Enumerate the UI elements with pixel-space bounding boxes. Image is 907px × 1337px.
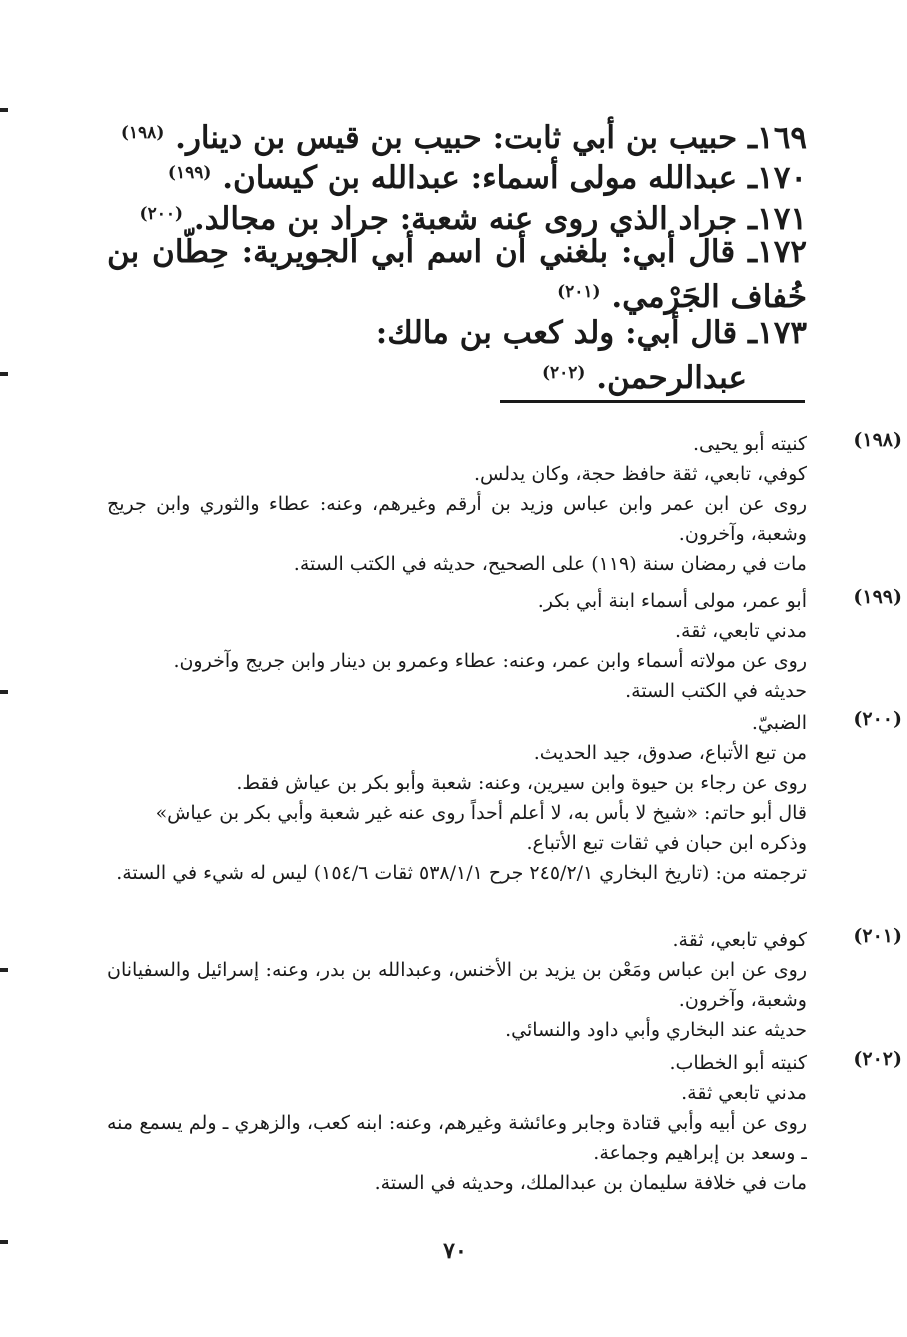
footnote-line: كنيته أبو يحيى. <box>692 433 807 455</box>
footnote-line: الضبيّ. <box>751 712 807 734</box>
entry-text: ١٧٣ـ قال أبي: ولد كعب بن مالك: <box>375 315 807 351</box>
footnote-line: وذكره ابن حبان في ثقات تبع الأتباع. <box>526 832 807 854</box>
scan-mark <box>0 108 8 112</box>
footnote-ref: (١٩٨) <box>120 123 165 143</box>
footnote-line: مات في رمضان سنة (١١٩) على الصحيح، حديثه في الكتب الستة. <box>293 553 807 575</box>
entry-text: ١٦٩ـ حبيب بن أبي ثابت: حبيب بن قيس بن دينار. <box>175 120 807 156</box>
footnote-line: كوفي، تابعي، ثقة حافظ حجة، وكان يدلس. <box>474 463 807 485</box>
footnote-number: (١٩٨) <box>853 429 902 451</box>
footnote-line: روى عن ابن عباس ومَعْن بن يزيد بن الأخنس، وعبدالله بن بدر، وعنه: إسرائيل والسفيانان وشعبة، وآخرون. <box>107 959 807 1011</box>
footnote-ref: (٢٠١) <box>557 282 601 302</box>
footnote-line: كوفي تابعي، ثقة. <box>672 929 807 951</box>
footnote-line: كنيته أبو الخطاب. <box>669 1052 807 1074</box>
footnote-line: ترجمته من: (تاريخ البخاري ٢٤٥/٢/١ جرح ٥٣٨/١/١ ثقات ١٥٤/٦) ليس له شيء في الستة. <box>116 862 807 884</box>
entry-173 <box>107 313 807 398</box>
footnote-202 <box>107 1048 902 1198</box>
footnote-line: قال أبو حاتم: «شيخ لا بأس به، لا أعلم أحداً روى عنه غير شعبة وأبي بكر بن عياش» <box>155 802 807 824</box>
entry-170 <box>107 153 807 198</box>
entry-continuation: عبدالرحمن. <box>596 360 747 396</box>
page-number: ٧٠ <box>443 1238 467 1264</box>
footnote-199 <box>107 586 902 706</box>
footnote-line: حديثه عند البخاري وأبي داود والنسائي. <box>505 1019 807 1041</box>
footnote-line: مات في خلافة سليمان بن عبدالملك، وحديثه في الستة. <box>374 1172 807 1194</box>
scan-mark <box>0 690 8 694</box>
footnote-ref: (٢٠٢) <box>541 363 586 383</box>
entry-text: ١٧٢ـ قال أبي: بلغني أن اسم أبي الجويرية: حِطّان بن خُفاف الجَرْمي. <box>107 234 807 315</box>
footnote-number: (٢٠١) <box>853 925 902 947</box>
footnote-number: (٢٠٠) <box>853 708 902 730</box>
scan-mark <box>0 968 8 972</box>
scan-mark <box>0 1240 8 1244</box>
footnote-line: مدني تابعي ثقة. <box>681 1082 807 1104</box>
footnote-ref: (٢٠٠) <box>139 204 184 224</box>
footnote-line: من تبع الأتباع، صدوق، جيد الحديث. <box>533 742 807 764</box>
entry-text: ١٧٠ـ عبدالله مولى أسماء: عبدالله بن كيسان. <box>222 160 807 196</box>
footnote-ref: (١٩٩) <box>167 163 212 183</box>
entry-172 <box>107 232 807 317</box>
footnote-line: روى عن رجاء بن حيوة وابن سيرين، وعنه: شعبة وأبو بكر بن عياش فقط. <box>236 772 807 794</box>
footnote-line: روى عن أبيه وأبي قتادة وجابر وعائشة وغيرهم، وعنه: ابنه كعب، والزهري ـ ولم يسمع منه ـ وسعد بن إبراهيم وجماعة. <box>107 1112 807 1164</box>
footnote-line: أبو عمر، مولى أسماء ابنة أبي بكر. <box>537 590 807 612</box>
footnote-198 <box>107 429 902 579</box>
scan-mark <box>0 372 8 376</box>
entry-169 <box>107 113 807 158</box>
footnote-line: روى عن مولاته أسماء وابن عمر، وعنه: عطاء وعمرو بن دينار وابن جريج وآخرون. <box>173 650 807 672</box>
footnote-200 <box>107 708 902 888</box>
footnote-number: (٢٠٢) <box>853 1048 902 1070</box>
footnote-201 <box>107 925 902 1045</box>
footnote-line: روى عن ابن عمر وابن عباس وزيد بن أرقم وغيرهم، وعنه: عطاء والثوري وابن جريج وشعبة، وآخرون. <box>107 493 807 545</box>
footnote-number: (١٩٩) <box>853 586 902 608</box>
footnote-line: مدني تابعي، ثقة. <box>675 620 807 642</box>
footnote-line: حديثه في الكتب الستة. <box>625 680 807 702</box>
entry-text: ١٧١ـ جراد الذي روى عنه شعبة: جراد بن مجالد. <box>193 201 807 237</box>
footnote-separator <box>500 400 805 403</box>
